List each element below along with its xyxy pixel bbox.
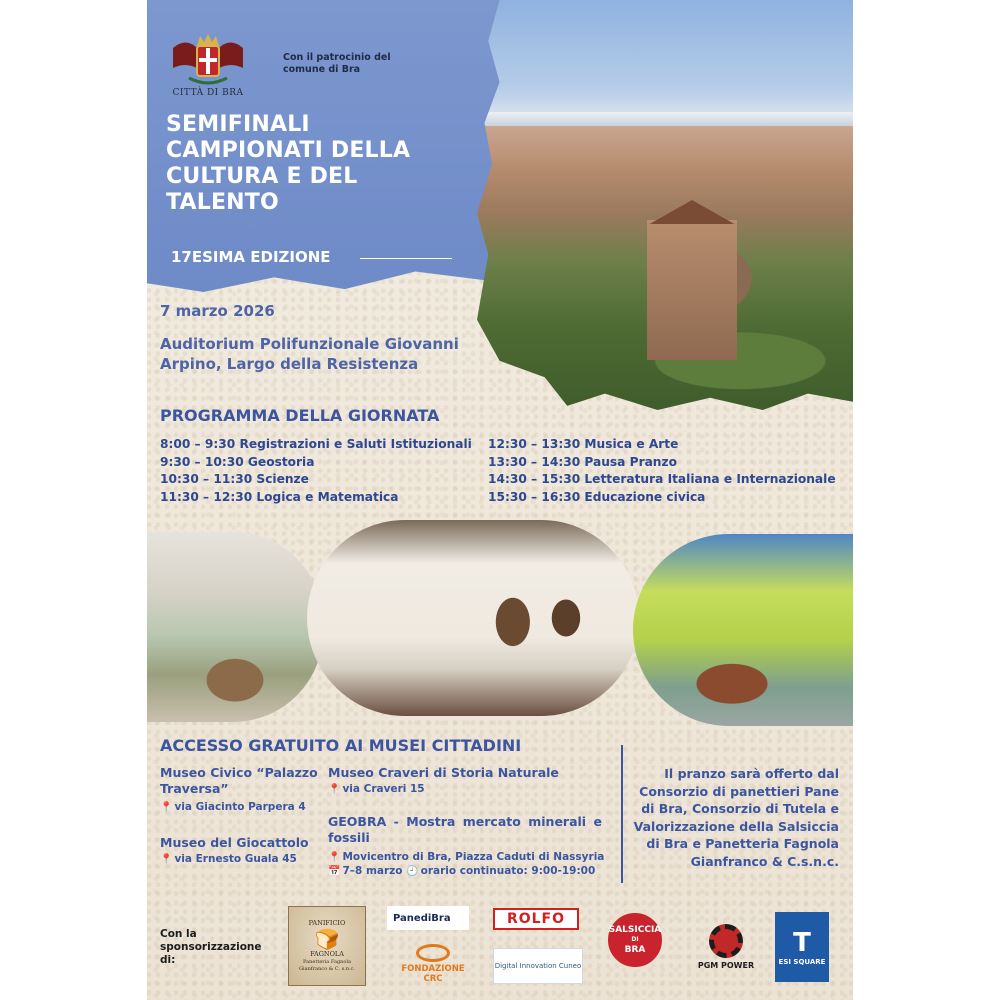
panedibra-logo: PanediBra	[387, 906, 469, 930]
tesi-square-logo: T ESI SQUARE	[775, 912, 829, 982]
museum-giocattolo-name: Museo del Giocattolo	[160, 835, 309, 850]
program-right-column	[488, 436, 848, 506]
vertical-divider	[621, 745, 623, 883]
event-venue: Auditorium Polifunzionale Giovanni Arpino, Largo della Resistenza	[160, 335, 459, 373]
program-item: 11:30 – 12:30 Logica e Matematica	[160, 489, 399, 504]
program-item: 8:00 – 9:30 Registrazioni e Saluti Istituzionali	[160, 437, 472, 451]
logo-caption: CITTÀ DI BRA	[172, 88, 244, 98]
poster	[147, 0, 853, 1000]
geobra-name: GEOBRA - Mostra mercato minerali e fossili	[328, 814, 602, 845]
location-pin-icon: 📍	[328, 852, 341, 863]
geobra-dates: 📅 7–8 marzo 🕘 orario continuato: 9:00-19:00	[328, 865, 596, 877]
fondazione-crc-logo: FONDAZIONE CRC	[391, 944, 475, 984]
panificio-fagnola-logo: PANIFICIO 🍞 FAGNOLA Panetteria Fagnola Gianfranco & C. s.n.c.	[288, 906, 366, 986]
digital-innovation-logo: Digital Innovation Cuneo	[493, 948, 583, 984]
alps-skyline	[477, 112, 853, 126]
museum-craveri-name: Museo Craveri di Storia Naturale	[328, 765, 559, 780]
museums-title: ACCESSO GRATUITO AI MUSEI CITTADINI	[160, 736, 522, 755]
location-pin-icon: 📍	[160, 802, 173, 813]
museum-craveri-address: 📍 via Craveri 15	[328, 783, 425, 795]
bra-panorama-photo	[477, 0, 853, 410]
crc-rings-icon	[416, 944, 450, 962]
clock-icon: 🕘	[406, 866, 419, 877]
program-item: 9:30 – 10:30 Geostoria	[160, 454, 315, 469]
toy-museum-photo	[633, 534, 853, 726]
event-date: 7 marzo 2026	[160, 302, 275, 320]
lunch-note: Il pranzo sarà offerto dal Consorzio di panettieri Pane di Bra, Consorzio di Tutela e Valorizzazione della Salsiccia di Bra e Panetteria Fagnola Gianfranco & C.s.n.c.	[633, 766, 839, 869]
program-title: PROGRAMMA DELLA GIORNATA	[160, 406, 440, 425]
patrocinio-text: Con il patrocinio del comune di Bra	[283, 52, 391, 75]
rolfo-logo: ROLFO	[493, 908, 579, 930]
museum-giocattolo-address: 📍 via Ernesto Guala 45	[160, 853, 297, 865]
geobra-address: 📍 Movicentro di Bra, Piazza Caduti di Nassyria	[328, 851, 605, 863]
palazzo-traversa-photo	[307, 520, 639, 716]
bread-icon: 🍞	[314, 927, 340, 951]
program-item: 15:30 – 16:30 Educazione civica	[488, 489, 706, 504]
location-pin-icon: 📍	[160, 854, 173, 865]
program-item: 10:30 – 11:30 Scienze	[160, 472, 309, 486]
sponsor-label: Con la sponsorizzazione di:	[160, 928, 262, 966]
museum-civico-address: 📍 via Giacinto Parpera 4	[160, 801, 306, 813]
zizzola-building	[647, 220, 737, 360]
citta-di-bra-crest-icon	[169, 28, 247, 90]
program-item: 12:30 – 13:30 Musica e Arte	[488, 437, 679, 451]
gear-icon	[709, 924, 743, 958]
program-left-column	[160, 436, 490, 506]
natural-history-museum-photo	[147, 532, 323, 722]
edition-label: 17ESIMA EDIZIONE	[171, 248, 331, 266]
calendar-icon: 📅	[328, 866, 341, 877]
pgm-power-logo: PGM POWER	[687, 912, 765, 982]
museum-civico-name: Museo Civico “Palazzo Traversa”	[160, 765, 318, 796]
program-item: 13:30 – 14:30 Pausa Pranzo	[488, 454, 677, 469]
location-pin-icon: 📍	[328, 784, 341, 795]
program-item: 14:30 – 15:30 Letteratura Italiana e Internazionale	[488, 472, 836, 486]
edition-divider	[360, 258, 452, 259]
event-title: SEMIFINALI CAMPIONATI DELLA CULTURA E DEL TALENTO	[166, 112, 411, 215]
salsiccia-di-bra-logo: SALSICCIA DI BRA	[605, 910, 665, 970]
